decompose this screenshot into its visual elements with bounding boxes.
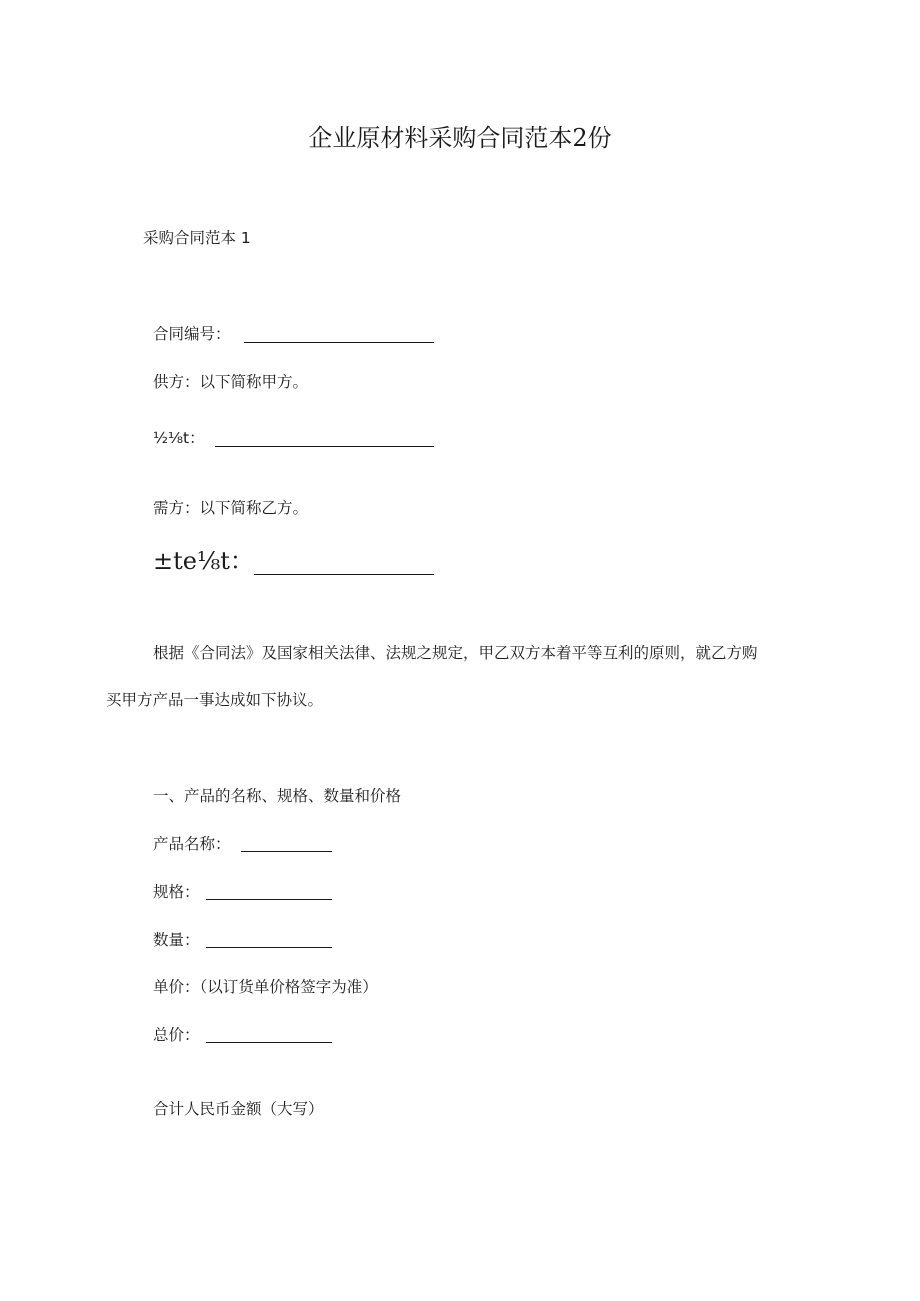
preamble-line-2: 买甲方产品一事达成如下协议。 xyxy=(106,691,324,709)
product-name-label: 产品名称： xyxy=(153,835,231,853)
supplier-line: 供方：以下简称甲方。 xyxy=(153,373,309,391)
supplier-field-blank[interactable] xyxy=(215,446,434,447)
quantity-blank[interactable] xyxy=(206,947,332,948)
product-name-blank[interactable] xyxy=(241,851,332,852)
spec-blank[interactable] xyxy=(206,899,332,900)
section-1-heading: 一、产品的名称、规格、数量和价格 xyxy=(153,787,402,805)
buyer-field-label: ±te⅛t： xyxy=(153,547,254,575)
supplier-field-label: ½⅛t： xyxy=(153,429,205,447)
spec-label: 规格： xyxy=(153,883,200,901)
contract-no-label: 合同编号： xyxy=(153,325,231,343)
unit-price-line: 单价：（以订货单价格签字为准） xyxy=(153,978,378,996)
total-rmb-line: 合计人民币金额（大写） xyxy=(153,1100,324,1118)
buyer-field-blank[interactable] xyxy=(254,574,434,575)
preamble-line-1: 根据《合同法》及国家相关法律、法规之规定，甲乙双方本着平等互利的原则，就乙方购 xyxy=(153,644,758,662)
document-title: 企业原材料采购合同范本2份 xyxy=(308,124,612,152)
total-price-blank[interactable] xyxy=(206,1042,332,1043)
total-price-label: 总价： xyxy=(153,1026,200,1044)
buyer-line: 需方：以下简称乙方。 xyxy=(153,499,309,517)
subtitle: 采购合同范本 1 xyxy=(143,229,251,247)
contract-no-blank[interactable] xyxy=(244,342,434,343)
quantity-label: 数量： xyxy=(153,931,200,949)
